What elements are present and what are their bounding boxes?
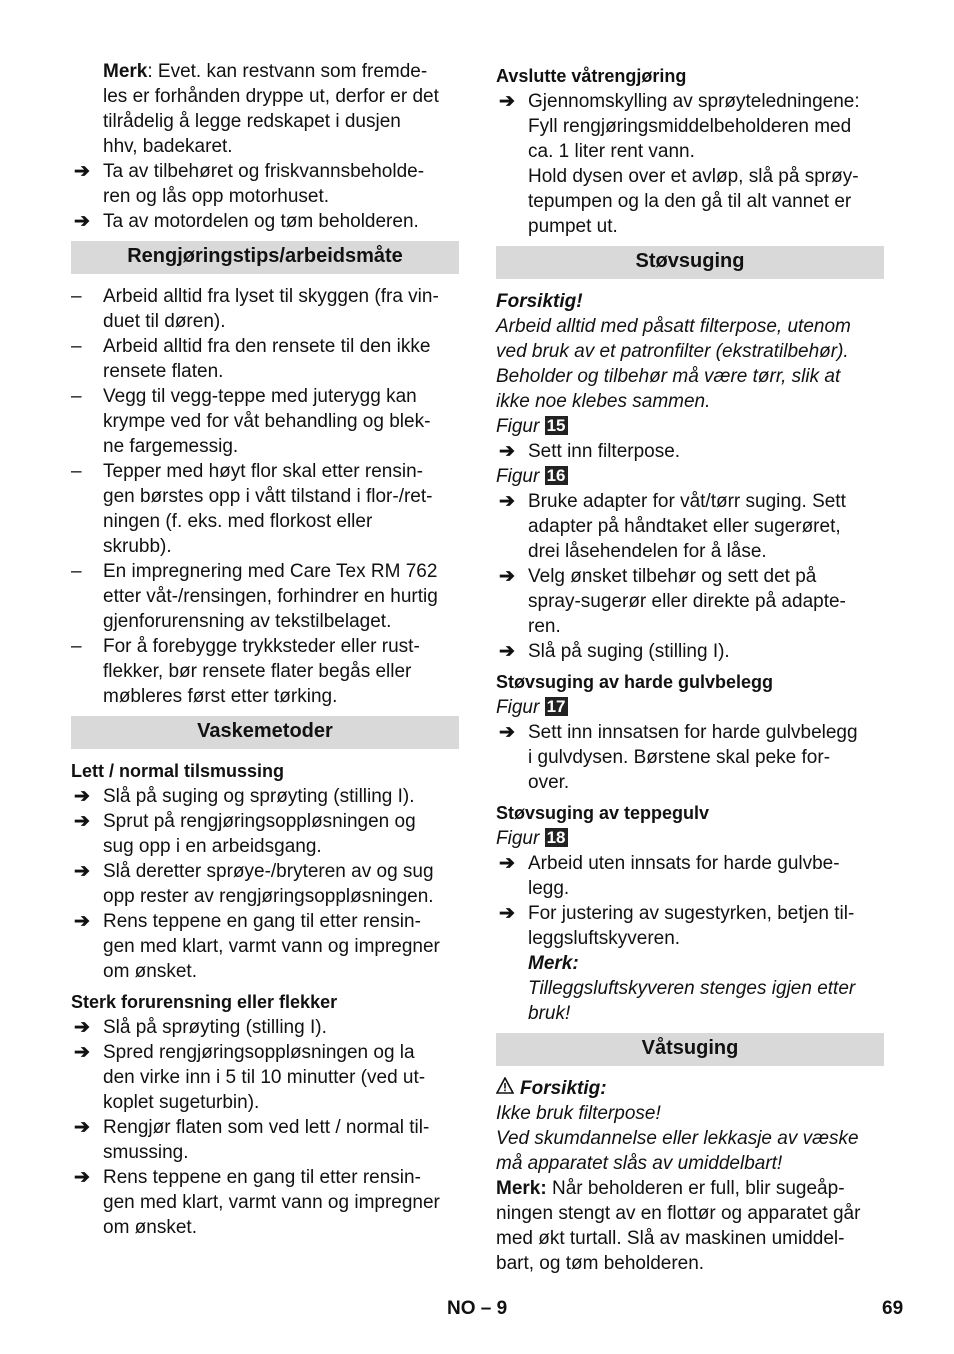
arrow-right-icon: ➔ (74, 786, 90, 807)
note-block: Merk: Evet. kan restvann som fremde- les er forhånden dryppe ut, derfor er det tilrådelig å legge redskapet i dusjen hhv, badekaret. (103, 61, 439, 157)
caution-label: Forsiktig! (496, 291, 583, 312)
figure-number-badge: 15 (546, 416, 566, 435)
arrow-right-icon: ➔ (74, 811, 90, 832)
list-item: – Arbeid alltid fra lyset til skyggen (fra vin- duet til døren). (71, 286, 439, 332)
arrow-right-icon: ➔ (74, 861, 90, 882)
step-item: ➔ Spred rengjøringsoppløsningen og la den virke inn i 5 til 10 minutter (ved ut- koplet sugeturbin). (74, 1042, 426, 1113)
step-item: ➔ Sett inn innsatsen for harde gulvbelegg i gulvdysen. Børstene skal peke for- over. (499, 722, 858, 793)
arrow-right-icon: ➔ (74, 1167, 90, 1188)
dash-bullet: – (71, 561, 82, 582)
arrow-right-icon: ➔ (499, 722, 515, 743)
list-item: – Tepper med høyt flor skal etter rensin- gen børstes opp i vått tilstand i flor-/ret- ningen (f. eks. med florkost eller skrubb). (71, 461, 433, 557)
dash-bullet: – (71, 461, 82, 482)
wet-caution-text: Ikke bruk filterpose! Ved skumdannelse eller lekkasje av væske må apparatet slås av umiddelbart! (496, 1103, 859, 1174)
left-column (71, 59, 459, 1240)
arrow-right-icon: ➔ (74, 161, 90, 182)
step-item: ➔ Ta av tilbehøret og friskvannsbeholde- ren og lås opp motorhuset. (74, 161, 425, 207)
step-item: ➔ Gjennomskylling av sprøyteledningene: Fyll rengjøringsmiddelbeholderen med ca. 1 liter rent vann. Hold dysen over et avløp, slå på sprøy- tepumpen og la den gå til alt vannet er pumpet ut. (499, 91, 860, 237)
figure-reference: Figur 15 (496, 416, 566, 437)
step-item: ➔ Slå på sprøyting (stilling I). (74, 1017, 327, 1038)
wet-caution-heading (496, 1076, 884, 1101)
step-item: ➔ Slå deretter sprøye-/bryteren av og sug opp rester av rengjøringsoppløsningen. (74, 861, 434, 907)
step-item: ➔ Sprut på rengjøringsoppløsningen og sug opp i en arbeidsgang. (74, 811, 416, 857)
step-item: ➔ Slå på suging (stilling I). (499, 641, 730, 662)
arrow-right-icon: ➔ (74, 911, 90, 932)
arrow-right-icon: ➔ (499, 491, 515, 512)
subheading-finish-wet-cleaning: Avslutte våtrengjøring (496, 66, 687, 86)
section-heading-wet-vacuuming: Våtsuging (496, 1033, 884, 1066)
list-item: – En impregnering med Care Tex RM 762 etter våt-/rensingen, forhindrer en hurtig gjenforurensning av tekstilbelaget. (71, 561, 438, 632)
step-item: ➔ Rens teppene en gang til etter rensin- gen med klart, varmt vann og impregner om ønsket. (74, 911, 440, 982)
figure-number-badge: 16 (546, 466, 566, 485)
note-block: Merk: Tilleggsluftskyveren stenges igjen etter bruk! (496, 951, 884, 1026)
list-item: – Arbeid alltid fra den rensete til den ikke rensete flaten. (71, 336, 431, 382)
wet-caution-label: Forsiktig: (520, 1078, 607, 1099)
arrow-right-icon: ➔ (499, 566, 515, 587)
step-item: ➔ Arbeid uten innsats for harde gulvbe- legg. (499, 853, 840, 899)
subheading-carpet: Støvsuging av teppegulv (496, 803, 710, 823)
subheading-hard-floors: Støvsuging av harde gulvbelegg (496, 672, 774, 692)
arrow-right-icon: ➔ (74, 1042, 90, 1063)
arrow-right-icon: ➔ (499, 441, 515, 462)
arrow-right-icon: ➔ (74, 211, 90, 232)
caution-text: Arbeid alltid med påsatt filterpose, utenom ved bruk av et patronfilter (ekstratilbehør). Beholder og tilbehør må være tørr, slik at ikke noe klebes sammen. (496, 316, 851, 412)
subheading-light-soiling: Lett / normal tilsmussing (71, 761, 285, 781)
note-label: Merk (103, 61, 148, 82)
page-number: 69 (882, 1298, 904, 1319)
page-footer-section: NO – 9 (447, 1298, 508, 1319)
dash-bullet: – (71, 386, 82, 407)
step-item: ➔ Ta av motordelen og tøm beholderen. (74, 211, 419, 232)
figure-reference: Figur 17 (496, 697, 566, 718)
step-item: ➔ Rengjør flaten som ved lett / normal til- smussing. (74, 1117, 430, 1163)
figure-number-badge: 17 (546, 697, 566, 716)
warning-triangle-icon (496, 1076, 520, 1101)
step-item: ➔ Velg ønsket tilbehør og sett det på spray-sugerør eller direkte på adapte- ren. (499, 566, 846, 637)
section-heading-vacuuming: Støvsuging (496, 246, 884, 279)
list-item: – Vegg til vegg-teppe med juterygg kan krympe ved for våt behandling og blek- ne fargemessig. (71, 386, 431, 457)
arrow-right-icon: ➔ (499, 903, 515, 924)
step-item: ➔ Slå på suging og sprøyting (stilling I). (74, 786, 415, 807)
arrow-right-icon: ➔ (499, 853, 515, 874)
dash-bullet: – (71, 336, 82, 357)
wet-note: Merk: Når beholderen er full, blir sugeåp- ningen stengt av en flottør og apparatet går med økt turtall. Slå av maskinen umiddel- bart, og tøm beholderen. (496, 1178, 861, 1274)
step-item: ➔ Rens teppene en gang til etter rensin- gen med klart, varmt vann og impregner om ønsket. (74, 1167, 440, 1238)
figure-reference: Figur 18 (496, 828, 566, 849)
figure-number-badge: 18 (546, 828, 566, 847)
note-label: Merk: (528, 953, 579, 974)
list-item: – For å forebygge trykksteder eller rust- flekker, bør rensete flater begås eller møbleres først etter tørking. (71, 636, 420, 707)
subheading-heavy-soiling: Sterk forurensning eller flekker (71, 992, 338, 1012)
step-item: ➔ Sett inn filterpose. (499, 441, 681, 462)
figure-reference: Figur 16 (496, 466, 566, 487)
arrow-right-icon: ➔ (499, 641, 515, 662)
right-column (496, 59, 884, 1276)
section-heading-tips: Rengjøringstips/arbeidsmåte (71, 241, 459, 274)
step-item: ➔ Bruke adapter for våt/tørr suging. Sett adapter på håndtaket eller sugerøret, drei låsehendelen for å låse. (499, 491, 846, 562)
arrow-right-icon: ➔ (499, 91, 515, 112)
dash-bullet: – (71, 286, 82, 307)
arrow-right-icon: ➔ (74, 1117, 90, 1138)
arrow-right-icon: ➔ (74, 1017, 90, 1038)
wet-note-label: Merk: (496, 1178, 547, 1199)
step-item: ➔ For justering av sugestyrken, betjen til- leggsluftskyveren. (499, 903, 855, 949)
section-heading-methods: Vaskemetoder (71, 716, 459, 749)
dash-bullet: – (71, 636, 82, 657)
